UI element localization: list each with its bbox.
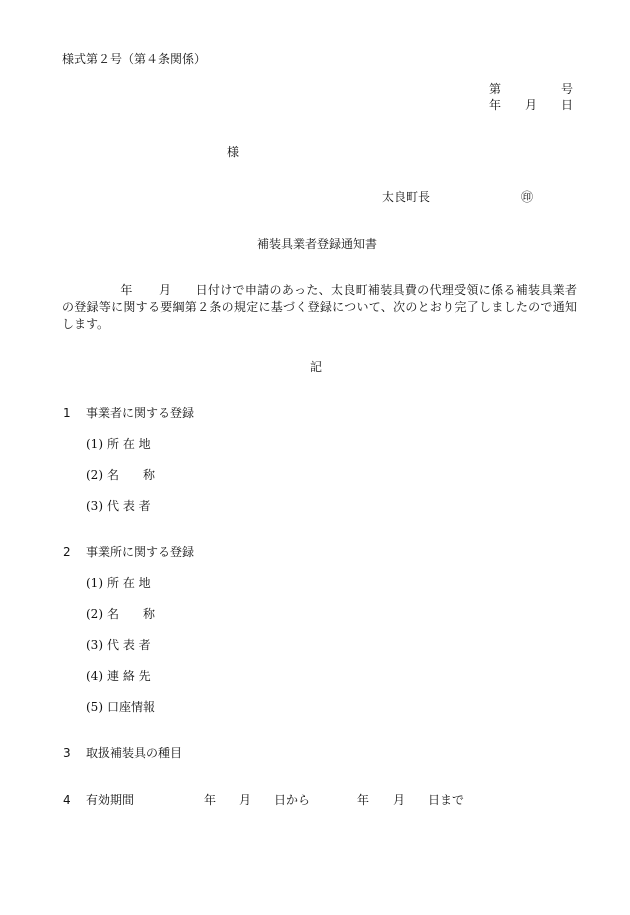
section-number: 4	[63, 793, 71, 807]
section-number: 2	[63, 545, 71, 559]
item-label: 名 称	[107, 468, 156, 482]
body-month: 月	[158, 283, 172, 297]
body-text: 日付けで申請のあった、太良町補装具費の代理受領に係る補装具業者の登録等に関する要綱第２条の規定に基づく登録について、次のとおり完了しましたので通知します。	[62, 283, 577, 331]
item-label: 代 表 者	[107, 638, 151, 652]
item-number: (3)	[86, 499, 103, 513]
item-label: 名 称	[107, 607, 156, 621]
item-label: 代 表 者	[107, 499, 151, 513]
item-label: 口座情報	[107, 700, 156, 714]
validity-year-1: 年	[204, 793, 217, 807]
validity-until: 日まで	[428, 793, 465, 807]
item-number: (1)	[86, 437, 103, 451]
validity-month-2: 月	[393, 793, 406, 807]
validity-from: 日から	[274, 793, 311, 807]
seal-mark: ㊞	[521, 190, 534, 204]
item-number: (2)	[86, 468, 103, 482]
number-suffix: 号	[561, 82, 574, 96]
item-label: 連 絡 先	[107, 669, 151, 683]
issuer-title: 太良町長	[382, 190, 431, 204]
validity-year-2: 年	[357, 793, 370, 807]
item-number: (4)	[86, 669, 103, 683]
document-title: 補装具業者登録通知書	[257, 237, 378, 251]
section-title: 取扱補装具の種目	[86, 746, 183, 760]
form-number: 様式第２号（第４条関係）	[62, 52, 207, 66]
section-number: 1	[63, 406, 71, 420]
item-label: 所 在 地	[107, 576, 151, 590]
date-day: 日	[561, 98, 574, 112]
ki-heading: 記	[310, 360, 323, 374]
section-number: 3	[63, 746, 71, 760]
validity-month-1: 月	[239, 793, 252, 807]
item-number: (1)	[86, 576, 103, 590]
item-number: (5)	[86, 700, 103, 714]
section-title: 有効期間	[86, 793, 135, 807]
item-number: (2)	[86, 607, 103, 621]
date-year: 年	[489, 98, 502, 112]
body-year: 年	[120, 283, 133, 297]
section-title: 事業者に関する登録	[86, 406, 195, 420]
date-month: 月	[525, 98, 538, 112]
addressee-suffix: 様	[227, 145, 240, 159]
body-paragraph	[62, 282, 577, 333]
item-number: (3)	[86, 638, 103, 652]
section-title: 事業所に関する登録	[86, 545, 195, 559]
item-label: 所 在 地	[107, 437, 151, 451]
number-prefix: 第	[489, 82, 502, 96]
